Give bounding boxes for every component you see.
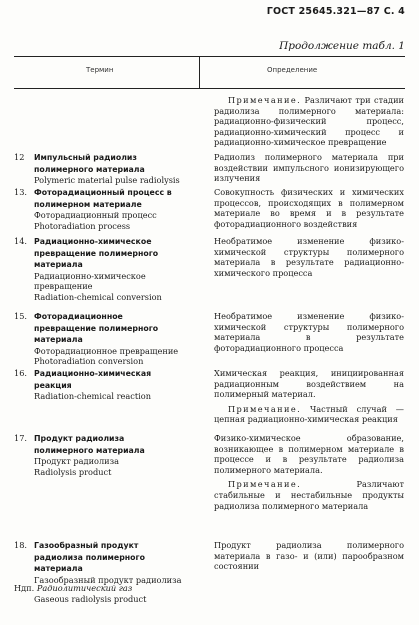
definition-text: Совокупность физических и химических процессов, происходящих в полимерном материале во время и в результате фоторадиационного воздействия xyxy=(214,187,404,229)
deprecated-term-text: Радиолитический газ xyxy=(36,583,133,593)
term-bold: Радиационно-химическая реакция xyxy=(34,369,152,390)
column-header-term: Термин xyxy=(86,66,114,74)
table-continuation-label: Продолжение табл. 1 xyxy=(279,40,405,52)
definition-text: Продукт радиолиза полимерного материала в газо- и (или) парообразном состоянии xyxy=(214,540,404,572)
term-short: Радиационно-химическое превращение xyxy=(34,270,146,292)
note-text: Различают стабильные и нестабильные продукты радиолиза полимерного материала xyxy=(214,479,404,511)
definition-text: Химическая реакция, инициированная радиационным воздействием на полимерный материал. xyxy=(214,368,404,400)
term-bold: Радиационно-химическое превращение полимерного материала xyxy=(34,237,159,270)
deprecated-label: Ндп. xyxy=(14,583,35,593)
term-english: Photoradiation process xyxy=(34,220,131,231)
note-text: Различают три стадии радиолиза полимерного материала: радиационно-физический процесс, радиационно-химический процесс и радиационно-химическое превращение xyxy=(214,95,404,148)
term-short: Газообразный продукт радиолиза xyxy=(34,574,182,585)
column-header-definition: Определение xyxy=(267,66,318,74)
entry-number: 17. xyxy=(14,433,28,443)
term-bold: Импульсный радиолиз полимерного материала xyxy=(34,153,145,174)
table-top-rule xyxy=(14,56,405,57)
term-bold: Газообразный продукт радиолиза полимерного материала xyxy=(34,541,145,574)
term-bold: Фоторадиационный процесс в полимерном материале xyxy=(34,188,172,209)
definition-text: Физико-химическое образование, возникающее в полимерном материале в процессе и в результате радиолиза полимерного материала. xyxy=(214,433,404,475)
page-header-code: ГОСТ 25645.321—87 С. 4 xyxy=(266,6,405,17)
entry-number: 14. xyxy=(14,236,28,246)
table-header-rule xyxy=(14,88,405,89)
column-divider xyxy=(199,56,200,88)
note-label: Примечание. xyxy=(228,403,302,414)
term-english: Photoradiation conversion xyxy=(34,356,144,367)
deprecated-term xyxy=(14,583,204,604)
entry-number: 18. xyxy=(14,540,28,550)
term-english: Radiation-chemical reaction xyxy=(34,391,151,402)
term-short: Продукт радиолиза xyxy=(34,456,119,467)
entry-number: 15. xyxy=(14,311,28,321)
term-english: Gaseous radiolysis product xyxy=(34,593,147,604)
definition-text: Необратимое изменение физико-химической структуры полимерного материала в результате радиационно-химического процесса xyxy=(214,236,404,278)
term-bold: Продукт радиолиза полимерного материала xyxy=(34,434,145,455)
term-english: Polymeric material pulse radiolysis xyxy=(34,175,180,186)
note-label: Примечание. xyxy=(228,95,302,105)
entry-number: 16. xyxy=(14,368,28,378)
term-short: Фоторадиационное превращение xyxy=(34,345,179,356)
definition-text: Радиолиз полимерного материала при воздействии импульсного ионизирующего излучения xyxy=(214,152,404,184)
note-text: Частный случай — цепная радиационно-химическая реакция xyxy=(214,403,404,425)
note-label: Примечание. xyxy=(228,479,302,490)
term-bold: Фоторадиационное превращение полимерного материала xyxy=(34,312,159,345)
definition-text: Необратимое изменение физико-химической структуры полимерного материала в результате фоторадиационного процесса xyxy=(214,311,404,353)
term-short: Фоторадиационный процесс xyxy=(34,210,157,221)
top-note xyxy=(214,95,404,148)
term-english: Radiation-chemical conversion xyxy=(34,291,162,302)
entry-number: 13. xyxy=(14,187,28,197)
entry-number: 12 xyxy=(14,152,25,162)
term-english: Radiolysis product xyxy=(34,466,112,477)
